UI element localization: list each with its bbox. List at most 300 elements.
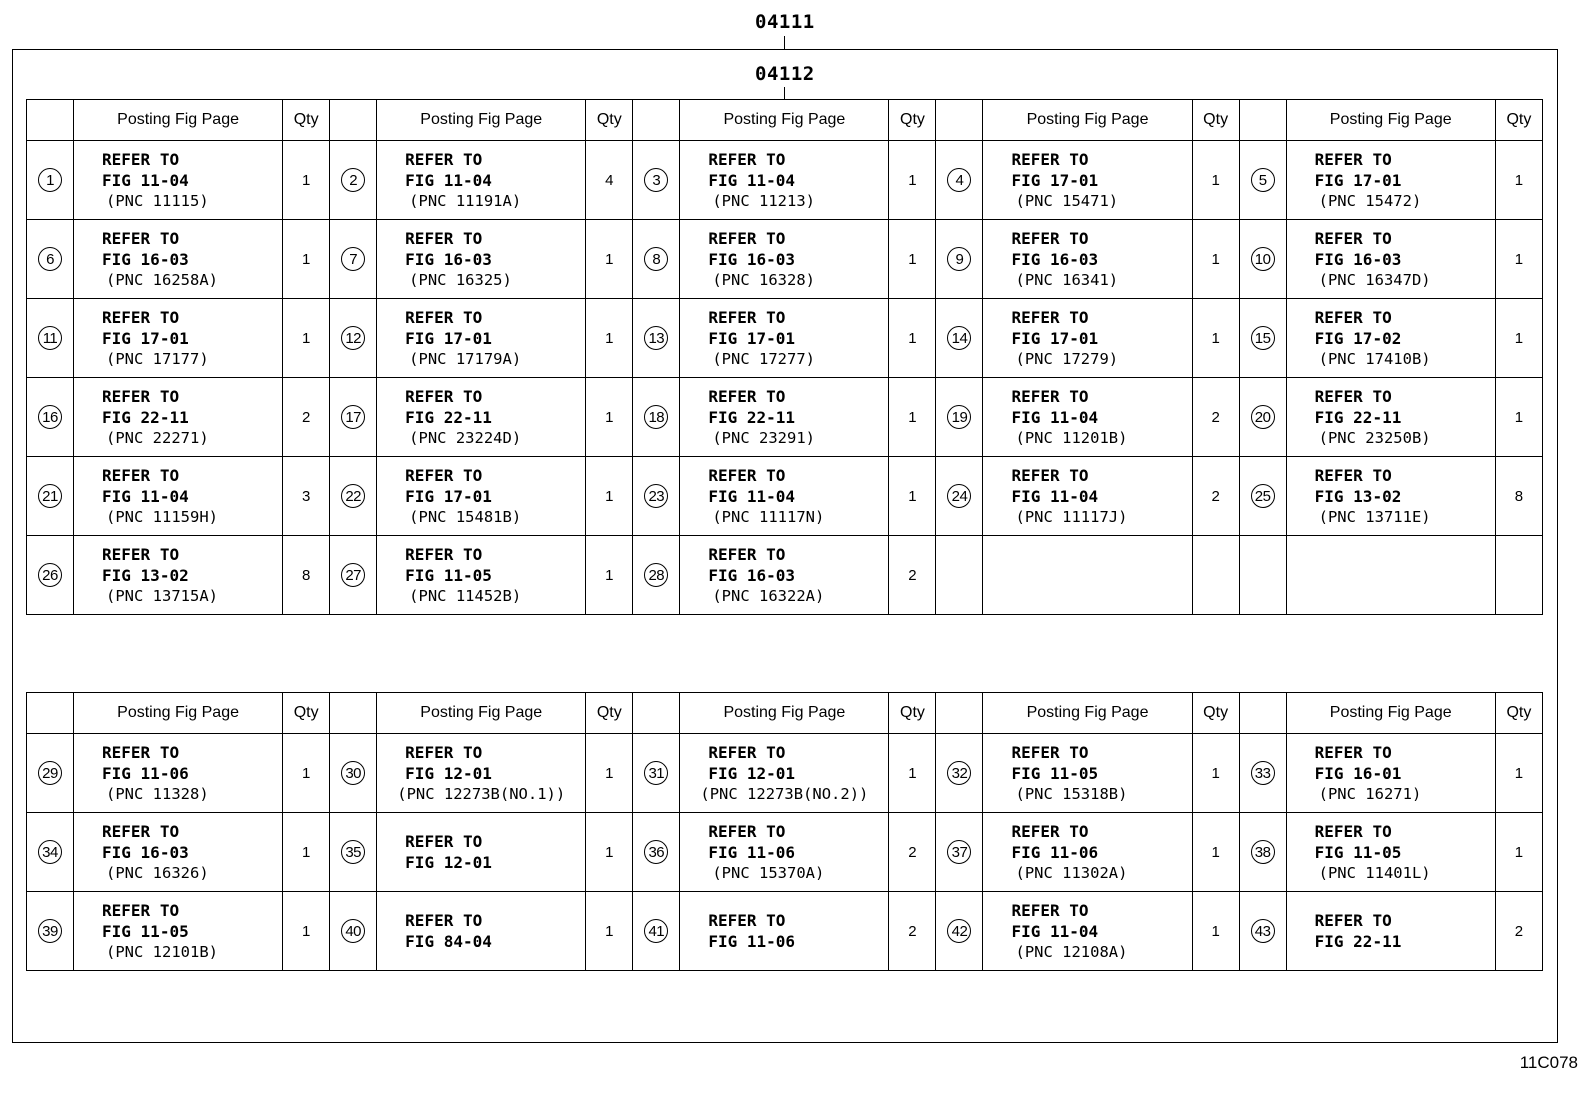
posting-ref-cell (74, 220, 283, 299)
item-number-cell (27, 457, 74, 536)
posting-ref-cell (377, 457, 586, 536)
pnc-reference: (PNC 11117J) (1015, 507, 1128, 526)
refer-to-text: REFER TO (708, 307, 786, 327)
item-number-circle: 32 (947, 761, 971, 785)
header-posting-fig-page: Posting Fig Page (983, 693, 1192, 734)
pnc-reference: (PNC 11201B) (1015, 428, 1128, 447)
refer-to-text: REFER TO (102, 742, 180, 762)
qty-cell: 2 (283, 378, 330, 457)
item-number-cell (936, 457, 983, 536)
refer-to-text: REFER TO (708, 386, 786, 406)
posting-ref-cell (983, 141, 1192, 220)
item-number-cell (330, 457, 377, 536)
item-number-circle: 37 (947, 840, 971, 864)
pnc-reference: (PNC 17177) (106, 349, 209, 368)
pnc-reference: (PNC 15481B) (409, 507, 522, 526)
pnc-reference: (PNC 23224D) (409, 428, 522, 447)
qty-cell: 1 (1192, 299, 1239, 378)
refer-to-text: REFER TO (405, 911, 483, 930)
posting-ref-cell (680, 734, 889, 813)
qty-cell: 1 (586, 299, 633, 378)
item-number-cell (27, 299, 74, 378)
fig-reference: FIG 22-11 (102, 407, 189, 427)
assembly-label-04111: 04111 (755, 11, 815, 33)
fig-reference: FIG 13-02 (1314, 486, 1402, 506)
header-posting-fig-page: Posting Fig Page (377, 693, 586, 734)
refer-to-text: REFER TO (1314, 386, 1392, 406)
illustration-code: 11C078 (1519, 1053, 1578, 1072)
pnc-reference: (PNC 11452B) (409, 586, 522, 605)
fig-reference: FIG 17-01 (708, 328, 796, 348)
item-number-cell (1239, 378, 1286, 457)
pnc-reference: (PNC 15471) (1015, 191, 1119, 210)
item-number-circle: 4 (947, 168, 971, 192)
header-posting-fig-page: Posting Fig Page (377, 100, 586, 141)
table-header-row (27, 100, 1543, 141)
fig-reference: FIG 11-05 (1011, 763, 1099, 783)
item-number-circle: 15 (1251, 326, 1275, 350)
item-number-circle: 8 (644, 247, 668, 271)
item-number-circle: 2 (341, 168, 365, 192)
fig-reference: FIG 17-01 (1011, 170, 1099, 190)
posting-ref-cell (983, 536, 1192, 615)
posting-ref-cell (1286, 536, 1495, 615)
qty-cell: 1 (1495, 813, 1542, 892)
item-number-circle: 17 (341, 405, 365, 429)
posting-ref-cell (983, 734, 1192, 813)
pnc-reference: (PNC 16326) (106, 863, 209, 882)
header-qty: Qty (586, 693, 633, 734)
item-number-circle: 1 (38, 168, 62, 192)
item-number-cell (633, 220, 680, 299)
qty-cell: 1 (889, 141, 936, 220)
fig-reference: FIG 11-04 (708, 486, 796, 506)
item-number-cell (936, 220, 983, 299)
posting-ref-cell (74, 457, 283, 536)
qty-cell: 2 (889, 892, 936, 971)
item-number-circle: 31 (644, 761, 668, 785)
qty-cell: 1 (1192, 813, 1239, 892)
posting-ref-cell (680, 299, 889, 378)
fig-reference: FIG 84-04 (405, 932, 492, 951)
posting-ref-cell (74, 536, 283, 615)
pnc-reference: (PNC 16325) (409, 270, 512, 289)
item-number-circle: 5 (1251, 168, 1275, 192)
qty-cell: 1 (1495, 299, 1542, 378)
refer-to-text: REFER TO (405, 465, 483, 485)
header-posting-fig-page: Posting Fig Page (983, 100, 1192, 141)
fig-reference: FIG 11-06 (1011, 842, 1099, 862)
item-number-circle: 22 (341, 484, 365, 508)
pnc-reference: (PNC 22271) (106, 428, 209, 447)
item-number-cell (936, 141, 983, 220)
refer-to-text: REFER TO (708, 465, 786, 485)
fig-reference: FIG 16-03 (708, 249, 796, 269)
header-qty: Qty (1192, 693, 1239, 734)
qty-cell: 1 (889, 378, 936, 457)
refer-to-text: REFER TO (102, 465, 180, 485)
refer-to-text: REFER TO (1314, 821, 1392, 841)
pnc-reference: (PNC 17277) (712, 349, 815, 368)
item-number-circle: 43 (1251, 919, 1275, 943)
pnc-reference: (PNC 23291) (712, 428, 815, 447)
posting-ref-cell (1286, 892, 1495, 971)
fig-reference: FIG 22-11 (1314, 932, 1402, 951)
item-number-cell (330, 378, 377, 457)
header-index-cell (330, 693, 377, 734)
header-posting-fig-page: Posting Fig Page (74, 100, 283, 141)
refer-to-text: REFER TO (708, 742, 786, 762)
refer-to-text: REFER TO (1314, 911, 1392, 930)
fig-reference: FIG 11-04 (102, 170, 189, 190)
header-qty: Qty (889, 693, 936, 734)
item-number-cell (936, 813, 983, 892)
header-qty: Qty (1495, 693, 1542, 734)
qty-cell: 1 (1495, 141, 1542, 220)
header-posting-fig-page: Posting Fig Page (1286, 693, 1495, 734)
qty-cell: 1 (1192, 892, 1239, 971)
item-number-circle: 35 (341, 840, 365, 864)
refer-to-text: REFER TO (102, 228, 180, 248)
refer-to-text: REFER TO (102, 149, 180, 169)
header-qty: Qty (889, 100, 936, 141)
header-qty: Qty (1495, 100, 1542, 141)
item-number-cell (1239, 220, 1286, 299)
item-number-cell (633, 536, 680, 615)
header-posting-fig-page: Posting Fig Page (680, 100, 889, 141)
item-number-cell (27, 220, 74, 299)
refer-to-text: REFER TO (708, 911, 786, 930)
item-number-circle: 21 (38, 484, 62, 508)
refer-to-text: REFER TO (1011, 900, 1089, 920)
fig-reference: FIG 17-01 (1314, 170, 1402, 190)
item-number-circle: 25 (1251, 484, 1275, 508)
table-row (27, 378, 1543, 457)
table-row (27, 536, 1543, 615)
posting-ref-cell (74, 299, 283, 378)
reference-table-2 (26, 692, 1543, 971)
item-number-circle: 28 (644, 563, 668, 587)
qty-cell: 1 (586, 220, 633, 299)
item-number-circle: 29 (38, 761, 62, 785)
posting-ref-cell (377, 299, 586, 378)
pnc-reference: (PNC 12273B(NO.1)) (397, 784, 566, 803)
item-number-circle: 36 (644, 840, 668, 864)
item-number-circle: 26 (38, 563, 62, 587)
header-qty: Qty (586, 100, 633, 141)
posting-ref-cell (680, 378, 889, 457)
posting-ref-cell (377, 536, 586, 615)
item-number-cell (1239, 299, 1286, 378)
qty-cell: 1 (283, 141, 330, 220)
table-row (27, 892, 1543, 971)
table-row (27, 457, 1543, 536)
fig-reference: FIG 12-01 (405, 853, 492, 872)
posting-ref-cell (983, 299, 1192, 378)
item-number-cell (27, 813, 74, 892)
header-posting-fig-page: Posting Fig Page (680, 693, 889, 734)
pnc-reference: (PNC 17410B) (1318, 349, 1431, 368)
pnc-reference: (PNC 11328) (106, 784, 209, 803)
pnc-reference: (PNC 13711E) (1318, 507, 1431, 526)
qty-cell: 2 (889, 813, 936, 892)
fig-reference: FIG 17-01 (405, 486, 492, 506)
item-number-cell (633, 457, 680, 536)
refer-to-text: REFER TO (102, 900, 180, 920)
item-number-circle: 7 (341, 247, 365, 271)
leader-line-04112 (784, 87, 785, 99)
fig-reference: FIG 11-05 (405, 565, 492, 585)
qty-cell: 1 (1495, 220, 1542, 299)
fig-reference: FIG 16-03 (1314, 249, 1402, 269)
item-number-cell (633, 813, 680, 892)
header-index-cell (1239, 100, 1286, 141)
posting-ref-cell (983, 378, 1192, 457)
fig-reference: FIG 17-02 (1314, 328, 1402, 348)
item-number-circle: 12 (341, 326, 365, 350)
qty-cell: 1 (586, 536, 633, 615)
qty-cell: 2 (1192, 457, 1239, 536)
qty-cell: 1 (283, 220, 330, 299)
item-number-circle: 19 (947, 405, 971, 429)
refer-to-text: REFER TO (1011, 386, 1089, 406)
item-number-cell (1239, 734, 1286, 813)
table-header-row (27, 693, 1543, 734)
refer-to-text: REFER TO (1011, 742, 1089, 762)
item-number-cell (936, 734, 983, 813)
posting-ref-cell (1286, 299, 1495, 378)
posting-ref-cell (377, 734, 586, 813)
qty-cell: 1 (586, 378, 633, 457)
posting-ref-cell (377, 813, 586, 892)
item-number-circle: 27 (341, 563, 365, 587)
pnc-reference: (PNC 11191A) (409, 191, 522, 210)
fig-reference: FIG 11-04 (1011, 407, 1099, 427)
item-number-cell (936, 892, 983, 971)
item-number-cell (1239, 457, 1286, 536)
posting-ref-cell (74, 734, 283, 813)
fig-reference: FIG 17-01 (102, 328, 189, 348)
header-index-cell (936, 100, 983, 141)
pnc-reference: (PNC 11115) (106, 191, 209, 210)
qty-cell: 1 (1192, 141, 1239, 220)
fig-reference: FIG 16-01 (1314, 763, 1402, 783)
item-number-circle: 18 (644, 405, 668, 429)
item-number-circle: 14 (947, 326, 971, 350)
refer-to-text: REFER TO (102, 386, 180, 406)
refer-to-text: REFER TO (1314, 149, 1392, 169)
qty-cell: 3 (283, 457, 330, 536)
posting-ref-cell (1286, 220, 1495, 299)
qty-cell: 1 (889, 220, 936, 299)
posting-ref-cell (74, 813, 283, 892)
refer-to-text: REFER TO (405, 149, 483, 169)
refer-to-text: REFER TO (405, 832, 483, 851)
posting-ref-cell (74, 378, 283, 457)
qty-cell: 8 (283, 536, 330, 615)
posting-ref-cell (1286, 141, 1495, 220)
qty-cell: 1 (283, 813, 330, 892)
item-number-cell (330, 892, 377, 971)
refer-to-text: REFER TO (1011, 821, 1089, 841)
item-number-circle: 38 (1251, 840, 1275, 864)
fig-reference: FIG 17-01 (1011, 328, 1099, 348)
pnc-reference: (PNC 16322A) (712, 586, 825, 605)
pnc-reference: (PNC 16271) (1318, 784, 1422, 803)
item-number-cell (27, 141, 74, 220)
posting-ref-cell (377, 220, 586, 299)
qty-cell (1495, 536, 1542, 615)
fig-reference: FIG 16-03 (708, 565, 796, 585)
qty-cell: 2 (1192, 378, 1239, 457)
posting-ref-cell (680, 536, 889, 615)
item-number-cell (330, 734, 377, 813)
header-qty: Qty (283, 693, 330, 734)
header-qty: Qty (283, 100, 330, 141)
posting-ref-cell (1286, 378, 1495, 457)
qty-cell: 1 (586, 457, 633, 536)
qty-cell: 1 (889, 457, 936, 536)
item-number-cell (633, 299, 680, 378)
qty-cell: 1 (283, 299, 330, 378)
refer-to-text: REFER TO (405, 742, 483, 762)
item-number-cell (1239, 141, 1286, 220)
refer-to-text: REFER TO (102, 821, 180, 841)
qty-cell: 1 (1495, 734, 1542, 813)
refer-to-text: REFER TO (708, 821, 786, 841)
pnc-reference: (PNC 12101B) (106, 942, 218, 961)
refer-to-text: REFER TO (708, 544, 786, 564)
item-number-circle: 20 (1251, 405, 1275, 429)
fig-reference: FIG 11-04 (1011, 486, 1099, 506)
refer-to-text: REFER TO (1011, 307, 1089, 327)
item-number-circle: 39 (38, 919, 62, 943)
pnc-reference: (PNC 11213) (712, 191, 815, 210)
qty-cell: 1 (1192, 734, 1239, 813)
header-qty: Qty (1192, 100, 1239, 141)
refer-to-text: REFER TO (1011, 228, 1089, 248)
item-number-circle: 24 (947, 484, 971, 508)
posting-ref-cell (1286, 457, 1495, 536)
fig-reference: FIG 22-11 (708, 407, 796, 427)
item-number-cell (633, 378, 680, 457)
pnc-reference: (PNC 15472) (1318, 191, 1422, 210)
posting-ref-cell (680, 457, 889, 536)
pnc-reference: (PNC 13715A) (106, 586, 218, 605)
refer-to-text: REFER TO (1314, 307, 1392, 327)
pnc-reference: (PNC 11401L) (1318, 863, 1431, 882)
pnc-reference: (PNC 16347D) (1318, 270, 1431, 289)
fig-reference: FIG 11-05 (102, 921, 189, 941)
qty-cell: 2 (1495, 892, 1542, 971)
item-number-circle: 9 (947, 247, 971, 271)
refer-to-text: REFER TO (1314, 465, 1392, 485)
item-number-cell (633, 892, 680, 971)
item-number-cell (27, 536, 74, 615)
table-row (27, 220, 1543, 299)
item-number-cell (330, 813, 377, 892)
item-number-cell (1239, 813, 1286, 892)
pnc-reference: (PNC 11159H) (106, 507, 218, 526)
posting-ref-cell (680, 892, 889, 971)
refer-to-text: REFER TO (102, 307, 180, 327)
table-row (27, 734, 1543, 813)
pnc-reference: (PNC 17179A) (409, 349, 522, 368)
fig-reference: FIG 11-04 (708, 170, 796, 190)
item-number-cell (936, 299, 983, 378)
qty-cell: 2 (889, 536, 936, 615)
item-number-cell (27, 892, 74, 971)
fig-reference: FIG 11-04 (405, 170, 492, 190)
pnc-reference: (PNC 12108A) (1015, 942, 1128, 961)
item-number-circle: 10 (1251, 247, 1275, 271)
fig-reference: FIG 16-03 (1011, 249, 1099, 269)
refer-to-text: REFER TO (1314, 742, 1392, 762)
qty-cell: 1 (586, 813, 633, 892)
item-number-cell (330, 220, 377, 299)
qty-cell: 1 (586, 734, 633, 813)
item-number-circle: 6 (38, 247, 62, 271)
refer-to-text: REFER TO (1011, 465, 1089, 485)
qty-cell: 4 (586, 141, 633, 220)
posting-ref-cell (983, 457, 1192, 536)
pnc-reference: (PNC 16341) (1015, 270, 1119, 289)
qty-cell: 1 (889, 299, 936, 378)
posting-ref-cell (680, 141, 889, 220)
qty-cell: 1 (283, 734, 330, 813)
header-index-cell (27, 693, 74, 734)
table-row (27, 141, 1543, 220)
refer-to-text: REFER TO (102, 544, 180, 564)
fig-reference: FIG 22-11 (1314, 407, 1402, 427)
item-number-circle: 34 (38, 840, 62, 864)
item-number-cell (633, 141, 680, 220)
fig-reference: FIG 12-01 (405, 763, 492, 783)
pnc-reference: (PNC 15370A) (712, 863, 825, 882)
fig-reference: FIG 11-06 (708, 842, 796, 862)
posting-ref-cell (1286, 734, 1495, 813)
table-row (27, 813, 1543, 892)
fig-reference: FIG 12-01 (708, 763, 796, 783)
fig-reference: FIG 16-03 (102, 249, 189, 269)
posting-ref-cell (377, 378, 586, 457)
fig-reference: FIG 13-02 (102, 565, 189, 585)
item-number-cell (936, 536, 983, 615)
reference-table-1 (26, 99, 1543, 615)
refer-to-text: REFER TO (1314, 228, 1392, 248)
item-number-cell (936, 378, 983, 457)
fig-reference: FIG 22-11 (405, 407, 492, 427)
qty-cell: 1 (586, 892, 633, 971)
item-number-circle: 42 (947, 919, 971, 943)
fig-reference: FIG 11-06 (102, 763, 189, 783)
assembly-label-04112: 04112 (755, 63, 815, 85)
item-number-circle: 13 (644, 326, 668, 350)
refer-to-text: REFER TO (405, 544, 483, 564)
posting-ref-cell (377, 892, 586, 971)
posting-ref-cell (1286, 813, 1495, 892)
pnc-reference: (PNC 11302A) (1015, 863, 1128, 882)
fig-reference: FIG 16-03 (405, 249, 492, 269)
qty-cell (1192, 536, 1239, 615)
pnc-reference: (PNC 15318B) (1015, 784, 1128, 803)
fig-reference: FIG 11-06 (708, 932, 796, 951)
header-index-cell (330, 100, 377, 141)
item-number-cell (1239, 536, 1286, 615)
header-posting-fig-page: Posting Fig Page (1286, 100, 1495, 141)
refer-to-text: REFER TO (405, 307, 483, 327)
item-number-cell (27, 378, 74, 457)
